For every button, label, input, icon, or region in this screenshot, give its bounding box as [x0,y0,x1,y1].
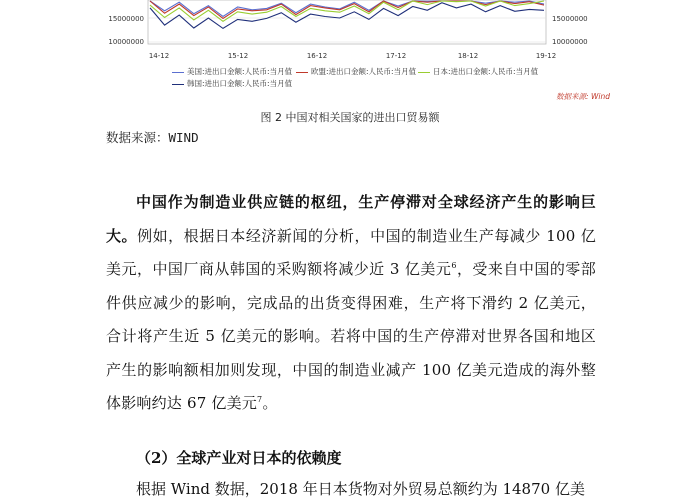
legend-label-kr: 韩国:进出口金额:人民币:当月值 [187,79,293,88]
series-layer [150,1,544,28]
paragraph-2-start: 根据 Wind 数据，2018 年日本货物对外贸易总额约为 14870 亿美 [136,480,585,498]
legend-label-us: 美国:进出口金额:人民币:当月值 [187,67,293,76]
data-source-line: 数据来源：WIND [106,130,199,145]
footnote-ref-6[interactable]: 6 [451,261,457,270]
footnote-ref-7[interactable]: 7 [257,395,263,404]
figure-caption: 图 2 中国对相关国家的进出口贸易额 [260,111,440,124]
x-tick-6: 19-12 [535,52,557,60]
x-tick-5: 18-12 [457,52,479,60]
legend-label-jp: 日本:进出口金额:人民币:当月值 [433,67,539,76]
legend-swatch-jp [418,72,430,73]
paragraph-1 [106,186,596,421]
y-left-tick-1: 15000000 [108,15,144,23]
paragraph-1-part-b: ，受来自中国的零部件供应减少的影响，完成品的出货变得困难，生产将下滑约 2 亿美元，合计将产生近 5 亿美元的影响。若将中国的生产停滞对世界各国和地区产生的影响额相加则发现，中国的制造业减产 100 亿美元造成的海外整体影响约达 67 亿美元 [106,260,596,412]
legend-item-jp [418,66,538,77]
legend-swatch-eu [296,72,308,73]
legend-item-us [172,66,292,77]
paragraph-1-part-a: 例如，根据日本经济新闻的分析，中国的制造业生产每减少 100 亿美元，中国厂商从韩国的采购额将减少近 3 亿美元 [106,226,596,278]
legend-item-kr [172,78,292,89]
y-right-tick-1: 15000000 [552,15,588,23]
section-subheading: （2）全球产业对日本的依赖度 [136,449,342,467]
chart-source-note: 数据来源: Wind [556,92,610,101]
paragraph-1-lead: 中国作为制造业供应链的枢纽，生产停滞对全球经济产生的影响巨大。 [106,193,596,245]
gridlines [148,18,546,42]
legend-swatch-us [172,72,184,73]
legend-swatch-kr [172,84,184,85]
x-tick-4: 17-12 [385,52,407,60]
x-tick-3: 16-12 [306,52,328,60]
x-tick-1: 14-12 [148,52,170,60]
x-tick-2: 15-12 [227,52,249,60]
legend-label-eu: 欧盟:进出口金额:人民币:当月值 [311,67,417,76]
paragraph-1-part-c: 。 [262,394,278,412]
legend-item-eu [296,66,416,77]
y-right-tick-2: 10000000 [552,38,588,46]
y-left-tick-2: 10000000 [108,38,144,46]
